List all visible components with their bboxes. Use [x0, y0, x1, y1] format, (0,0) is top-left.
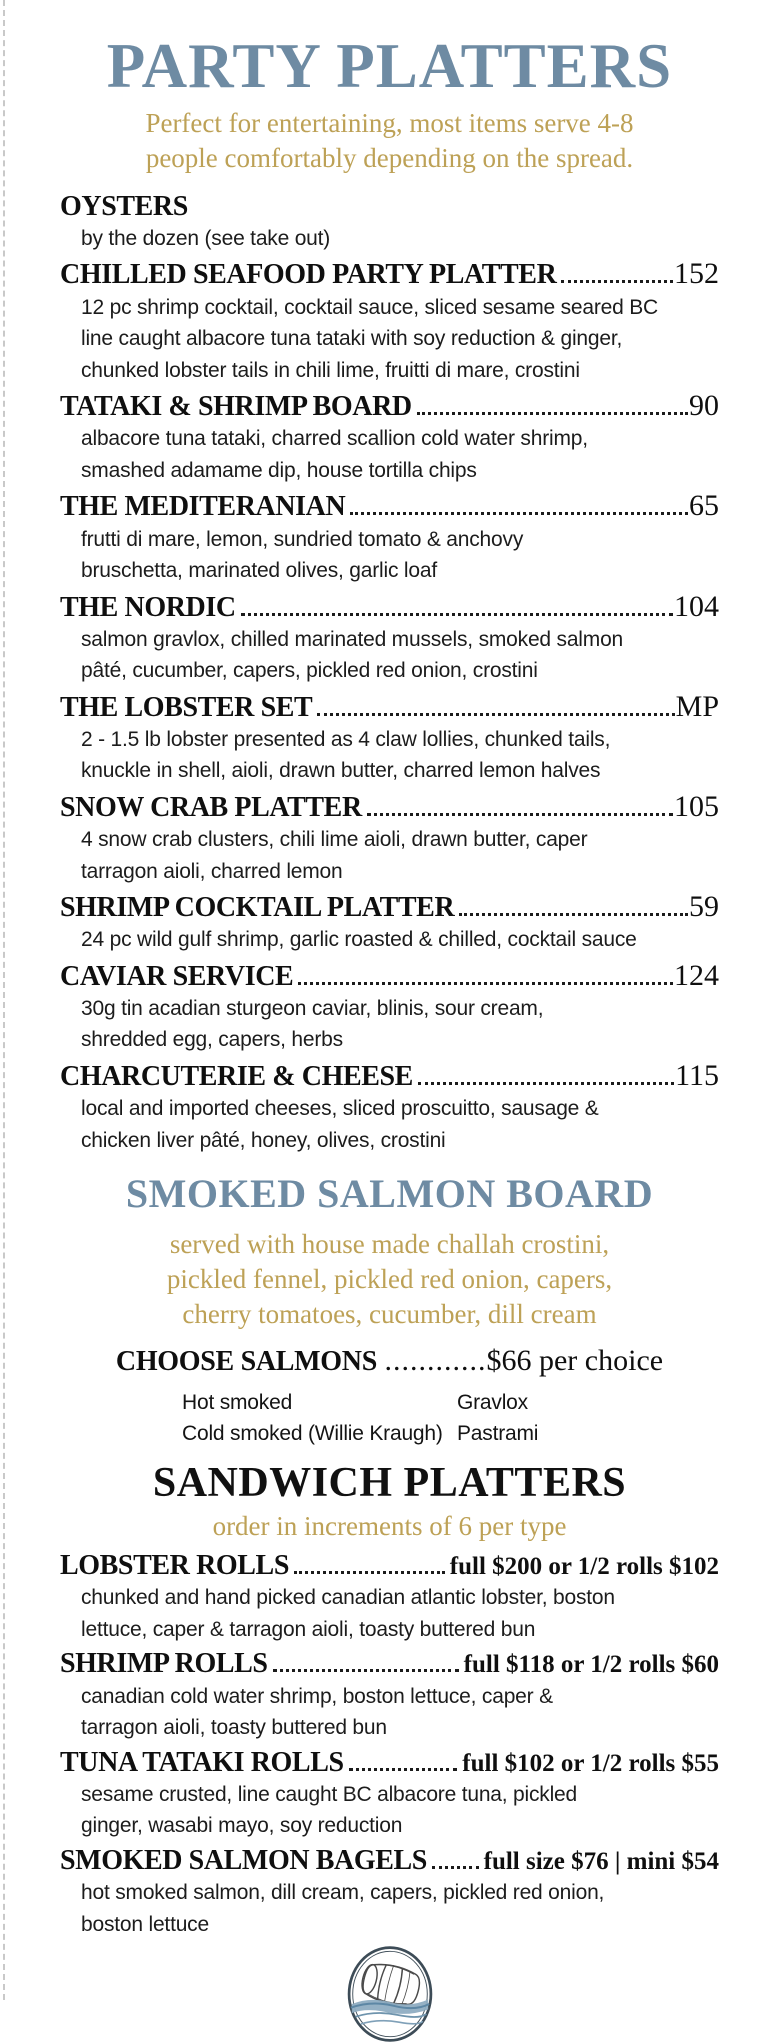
section-title-sandwich-platters: SANDWICH PLATTERS	[152, 1460, 627, 1507]
dotted-leader	[432, 1866, 479, 1869]
salmon-options	[60, 1388, 719, 1449]
item-desc-line: chunked lobster tails in chili lime, fruitti di mare, crostini	[81, 358, 580, 382]
item-desc-line: chunked and hand picked canadian atlantic lobster, boston	[81, 1586, 615, 1610]
subtitle-line: people comfortably depending on the spread.	[145, 143, 634, 174]
dotted-leader	[273, 1669, 459, 1672]
item-desc-line: canadian cold water shrimp, boston lettuce, caper &	[81, 1684, 553, 1708]
item-desc-line: bruschetta, marinated olives, garlic loaf	[81, 559, 437, 583]
item-desc-line: sesame crusted, line caught BC albacore tuna, pickled	[81, 1782, 578, 1806]
item-name: SNOW CRAB PLATTER	[60, 791, 362, 823]
item-desc-line: albacore tuna tataki, charred scallion cold water shrimp,	[81, 427, 588, 451]
salmon-option: Pastrami	[457, 1421, 539, 1445]
menu-item	[60, 590, 719, 687]
item-price: 65	[689, 489, 719, 523]
choose-salmons-price: $66 per choice	[486, 1344, 664, 1378]
item-name: SHRIMP COCKTAIL PLATTER	[60, 892, 455, 924]
item-desc-line: hot smoked salmon, dill cream, capers, pickled red onion,	[81, 1881, 605, 1905]
item-name: OYSTERS	[60, 190, 188, 222]
item-desc-line: frutti di mare, lemon, sundried tomato & anchovy	[81, 527, 524, 551]
salmon-option: Gravlox	[457, 1391, 528, 1415]
item-desc-line: tarragon aioli, toasty buttered bun	[81, 1716, 387, 1740]
item-price: MP	[675, 689, 719, 723]
item-name: SMOKED SALMON BAGELS	[60, 1844, 427, 1876]
item-name: LOBSTER ROLLS	[60, 1550, 289, 1582]
item-desc-line: 4 snow crab clusters, chili lime aioli, drawn butter, caper	[81, 828, 588, 852]
menu-item	[60, 1648, 719, 1743]
menu-item	[60, 389, 719, 486]
subtitle-line: pickled fennel, pickled red onion, capers,	[166, 1264, 613, 1295]
subtitle-line: cherry tomatoes, cucumber, dill cream	[182, 1299, 597, 1330]
item-desc-line: line caught albacore tuna tataki with soy reduction & ginger,	[81, 327, 623, 351]
menu-item	[60, 890, 719, 956]
page-subtitle	[60, 106, 719, 177]
item-name: TUNA TATAKI ROLLS	[60, 1746, 344, 1778]
choose-salmons-label: CHOOSE SALMONS	[115, 1346, 377, 1378]
item-desc-line: knuckle in shell, aioli, drawn butter, charred lemon halves	[81, 759, 601, 783]
section-title-smoked-salmon-board: SMOKED SALMON BOARD	[125, 1171, 654, 1217]
item-price: 152	[674, 257, 719, 291]
item-desc-line: 30g tin acadian sturgeon caviar, blinis, sour cream,	[81, 996, 544, 1020]
item-price: 104	[674, 589, 719, 623]
subtitle-line: Perfect for entertaining, most items serve 4-8	[145, 107, 634, 138]
dotted-leader	[459, 913, 688, 916]
item-desc-line: chicken liver pâté, honey, olives, crostini	[81, 1128, 446, 1152]
choose-salmons-line	[60, 1344, 719, 1378]
fold-dash-line	[3, 0, 5, 2000]
menu-item	[60, 959, 719, 1056]
item-desc-line: 12 pc shrimp cocktail, cocktail sauce, sliced sesame seared BC	[81, 295, 659, 319]
menu-item	[60, 191, 719, 255]
item-desc-line: 2 - 1.5 lb lobster presented as 4 claw lollies, chunked tails,	[81, 727, 611, 751]
subtitle-line: served with house made challah crostini,	[169, 1229, 610, 1260]
item-name: SHRIMP ROLLS	[60, 1648, 268, 1680]
item-desc-line: tarragon aioli, charred lemon	[81, 859, 343, 883]
item-name: THE LOBSTER SET	[60, 691, 313, 723]
item-desc-line: local and imported cheeses, sliced proscuitto, sausage &	[81, 1097, 599, 1121]
item-desc-line: salmon gravlox, chilled marinated mussels, smoked salmon	[81, 627, 624, 651]
menu-item	[60, 1845, 719, 1940]
menu-item	[60, 690, 719, 787]
item-price: full $102 or 1/2 rolls $55	[462, 1749, 719, 1777]
menu-item	[60, 790, 719, 887]
item-price: full size $76 | mini $54	[483, 1847, 719, 1875]
item-desc-line: shredded egg, capers, herbs	[81, 1028, 343, 1052]
menu-item	[60, 1059, 719, 1156]
salmon-option: Cold smoked (Willie Kraugh)	[182, 1421, 443, 1445]
item-name: TATAKI & SHRIMP BOARD	[60, 391, 412, 423]
section-subtitle	[60, 1227, 719, 1332]
item-desc-line: pâté, cucumber, capers, pickled red onion, crostini	[81, 659, 538, 683]
item-desc-line: lettuce, caper & tarragon aioli, toasty buttered bun	[81, 1617, 536, 1641]
item-price: full $200 or 1/2 rolls $102	[449, 1553, 719, 1581]
item-desc-line: ginger, wasabi mayo, soy reduction	[81, 1814, 403, 1838]
item-name: THE MEDITERANIAN	[60, 491, 346, 523]
dotted-leader	[298, 982, 673, 985]
salmon-options-column-1	[182, 1388, 457, 1449]
dotted-leader	[350, 512, 688, 515]
item-desc-line: boston lettuce	[81, 1912, 209, 1936]
dotted-leader	[561, 280, 673, 283]
item-name: CAVIAR SERVICE	[60, 960, 294, 992]
dotted-leader	[417, 412, 688, 415]
footer	[60, 1944, 719, 2044]
dotted-leader: ............	[384, 1344, 487, 1378]
barrel-in-water-logo-icon	[344, 1944, 436, 2044]
item-desc-line: by the dozen (see take out)	[81, 226, 331, 250]
section-subtitle: order in increments of 6 per type	[212, 1511, 567, 1542]
item-price: 105	[674, 789, 719, 823]
dotted-leader	[349, 1768, 458, 1771]
item-price: 115	[675, 1058, 719, 1092]
item-name: CHILLED SEAFOOD PARTY PLATTER	[60, 259, 557, 291]
menu-item	[60, 257, 719, 386]
party-platters-list	[60, 191, 719, 1156]
item-price: 90	[689, 389, 719, 423]
item-price: 59	[689, 890, 719, 924]
item-price: 124	[674, 958, 719, 992]
item-price: full $118 or 1/2 rolls $60	[463, 1651, 719, 1679]
sandwich-platters-list	[60, 1550, 719, 1940]
menu-item	[60, 1550, 719, 1645]
page-title: PARTY PLATTERS	[106, 31, 673, 101]
item-name: THE NORDIC	[60, 591, 236, 623]
item-name: CHARCUTERIE & CHEESE	[60, 1060, 413, 1092]
item-desc-line: smashed adamame dip, house tortilla chips	[81, 458, 477, 482]
salmon-options-column-2	[457, 1388, 538, 1449]
dotted-leader	[367, 813, 673, 816]
salmon-option: Hot smoked	[182, 1391, 293, 1415]
item-desc-line: 24 pc wild gulf shrimp, garlic roasted & chilled, cocktail sauce	[81, 928, 637, 952]
dotted-leader	[241, 613, 673, 616]
dotted-leader	[294, 1571, 445, 1574]
dotted-leader	[317, 713, 674, 716]
menu-item	[60, 1747, 719, 1842]
menu-item	[60, 489, 719, 586]
dotted-leader	[418, 1082, 674, 1085]
